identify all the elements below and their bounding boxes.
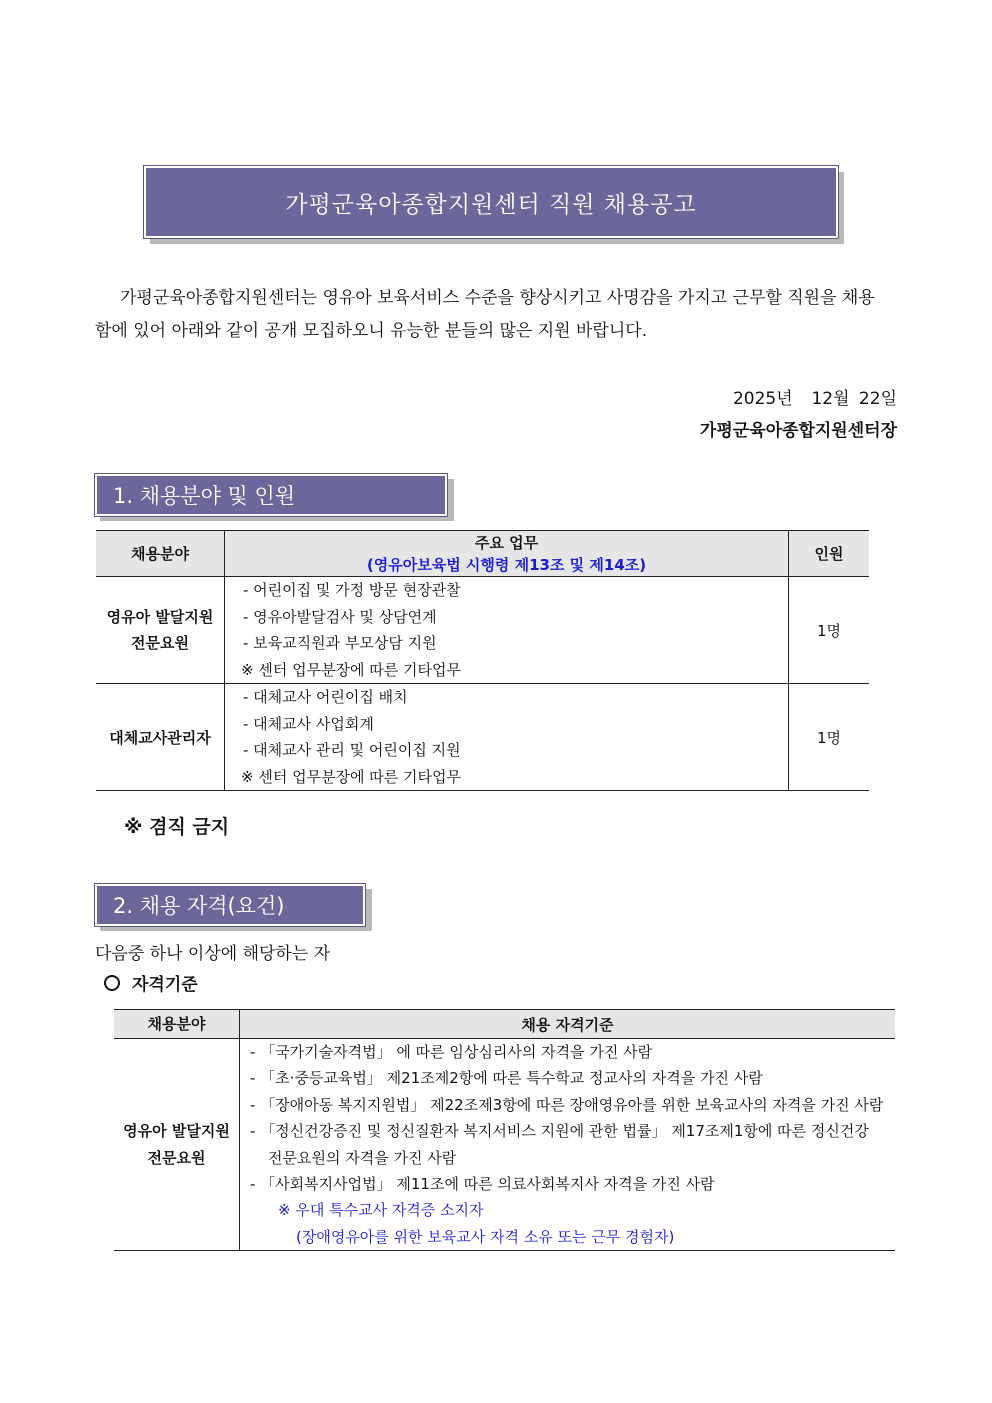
eligibility-condition: 다음중 하나 이상에 해당하는 자 [95, 944, 331, 964]
intro-line-1: 가평군육아종합지원센터는 영유아 보육서비스 수준을 향상시키고 사명감을 가지고 근무할 직원을 채용 [120, 288, 875, 308]
signer: 가평군육아종합지원센터장 [699, 421, 897, 441]
duty-item: - 보육교직원과 부모상담 지원 [243, 634, 437, 652]
recruitment-table [96, 530, 869, 791]
criteria-item: - 「초·중등교육법」 제21조제2항에 따른 특수학교 정교사의 자격을 가진 사람 [250, 1069, 763, 1088]
table-row [114, 1039, 895, 1251]
criteria-item: - 「국가기술자격법」 에 따른 임상심리사의 자격을 가진 사람 [250, 1043, 653, 1061]
field-name-line-1: 영유아 발달지원 [123, 1121, 230, 1140]
duty-note: ※ 센터 업무분장에 따른 기타업무 [241, 767, 462, 786]
duty-item: - 대체교사 사업회계 [243, 714, 374, 733]
duty-item: - 영유아발달검사 및 상담연계 [243, 607, 437, 626]
section-1-banner [95, 474, 449, 516]
preferred-note: ※ 우대 특수교사 자격증 소지자 [278, 1201, 484, 1220]
count-cell: 1명 [789, 684, 870, 791]
section-1-heading: 1. 채용분야 및 인원 [95, 474, 447, 516]
criteria-cell [240, 1039, 896, 1251]
section-2-heading: 2. 채용 자격(요건) [95, 884, 365, 926]
table-row [96, 684, 869, 791]
header-duties-subtitle: (영유아보육법 시행령 제13조 및 제14조) [366, 555, 647, 574]
table-header-row [96, 531, 869, 577]
criteria-title-label: 자격기준 [132, 975, 198, 995]
duty-item: - 대체교사 어린이집 배치 [243, 688, 408, 706]
header-duties [225, 531, 789, 577]
duties-cell [225, 577, 789, 684]
header-duties-label: 주요 업무 [474, 533, 539, 552]
criteria-item: - 「사회복지사업법」 제11조에 따른 의료사회복지사 자격을 가진 사람 [250, 1175, 715, 1194]
duty-note: ※ 센터 업무분장에 따른 기타업무 [241, 660, 462, 679]
table-row [96, 577, 869, 684]
intro-paragraph [95, 282, 897, 348]
preferred-note-detail: (장애영유아를 위한 보육교사 자격 소유 또는 근무 경험자) [296, 1227, 675, 1246]
field-name-line-2: 전문요원 [147, 1148, 206, 1167]
duty-item: - 어린이집 및 가정 방문 현장관찰 [243, 581, 461, 599]
qualification-table [114, 1009, 895, 1251]
circle-bullet-icon [104, 975, 120, 991]
header-criteria: 채용 자격기준 [240, 1010, 896, 1039]
title-banner [144, 166, 838, 238]
intro-line-2: 함에 있어 아래와 같이 공개 모집하오니 유능한 분들의 많은 지원 바랍니다. [95, 321, 648, 341]
field-name-line-1: 영유아 발달지원 [106, 608, 214, 626]
header-field: 채용분야 [96, 531, 225, 577]
criteria-title [104, 970, 198, 995]
criteria-item-continuation: 전문요원의 자격을 가진 사람 [268, 1148, 457, 1167]
field-cell [96, 577, 225, 684]
criteria-item: - 「장애아동 복지지원법」 제22조제3항에 따른 장애영유아를 위한 보육교사의 자격을 가진 사람 [250, 1095, 884, 1114]
count-cell: 1명 [789, 577, 870, 684]
announcement-date: 2025년 12월 22일 [732, 389, 897, 409]
page-title: 가평군육아종합지원센터 직원 채용공고 [144, 166, 838, 238]
field-cell: 대체교사관리자 [96, 684, 225, 791]
concurrent-job-ban-note: ※ 겸직 금지 [124, 816, 230, 838]
header-field: 채용분야 [114, 1010, 240, 1039]
criteria-item: - 「정신건강증진 및 정신질환자 복지서비스 지원에 관한 법률」 제17조제1항에 따른 정신건강 [250, 1122, 869, 1141]
table-header-row [114, 1010, 895, 1039]
header-count: 인원 [789, 531, 870, 577]
section-2-banner [95, 884, 365, 926]
field-cell [114, 1039, 240, 1251]
duties-cell [225, 684, 789, 791]
field-name-line-2: 전문요원 [131, 634, 189, 652]
duty-item: - 대체교사 관리 및 어린이집 지원 [243, 741, 461, 759]
